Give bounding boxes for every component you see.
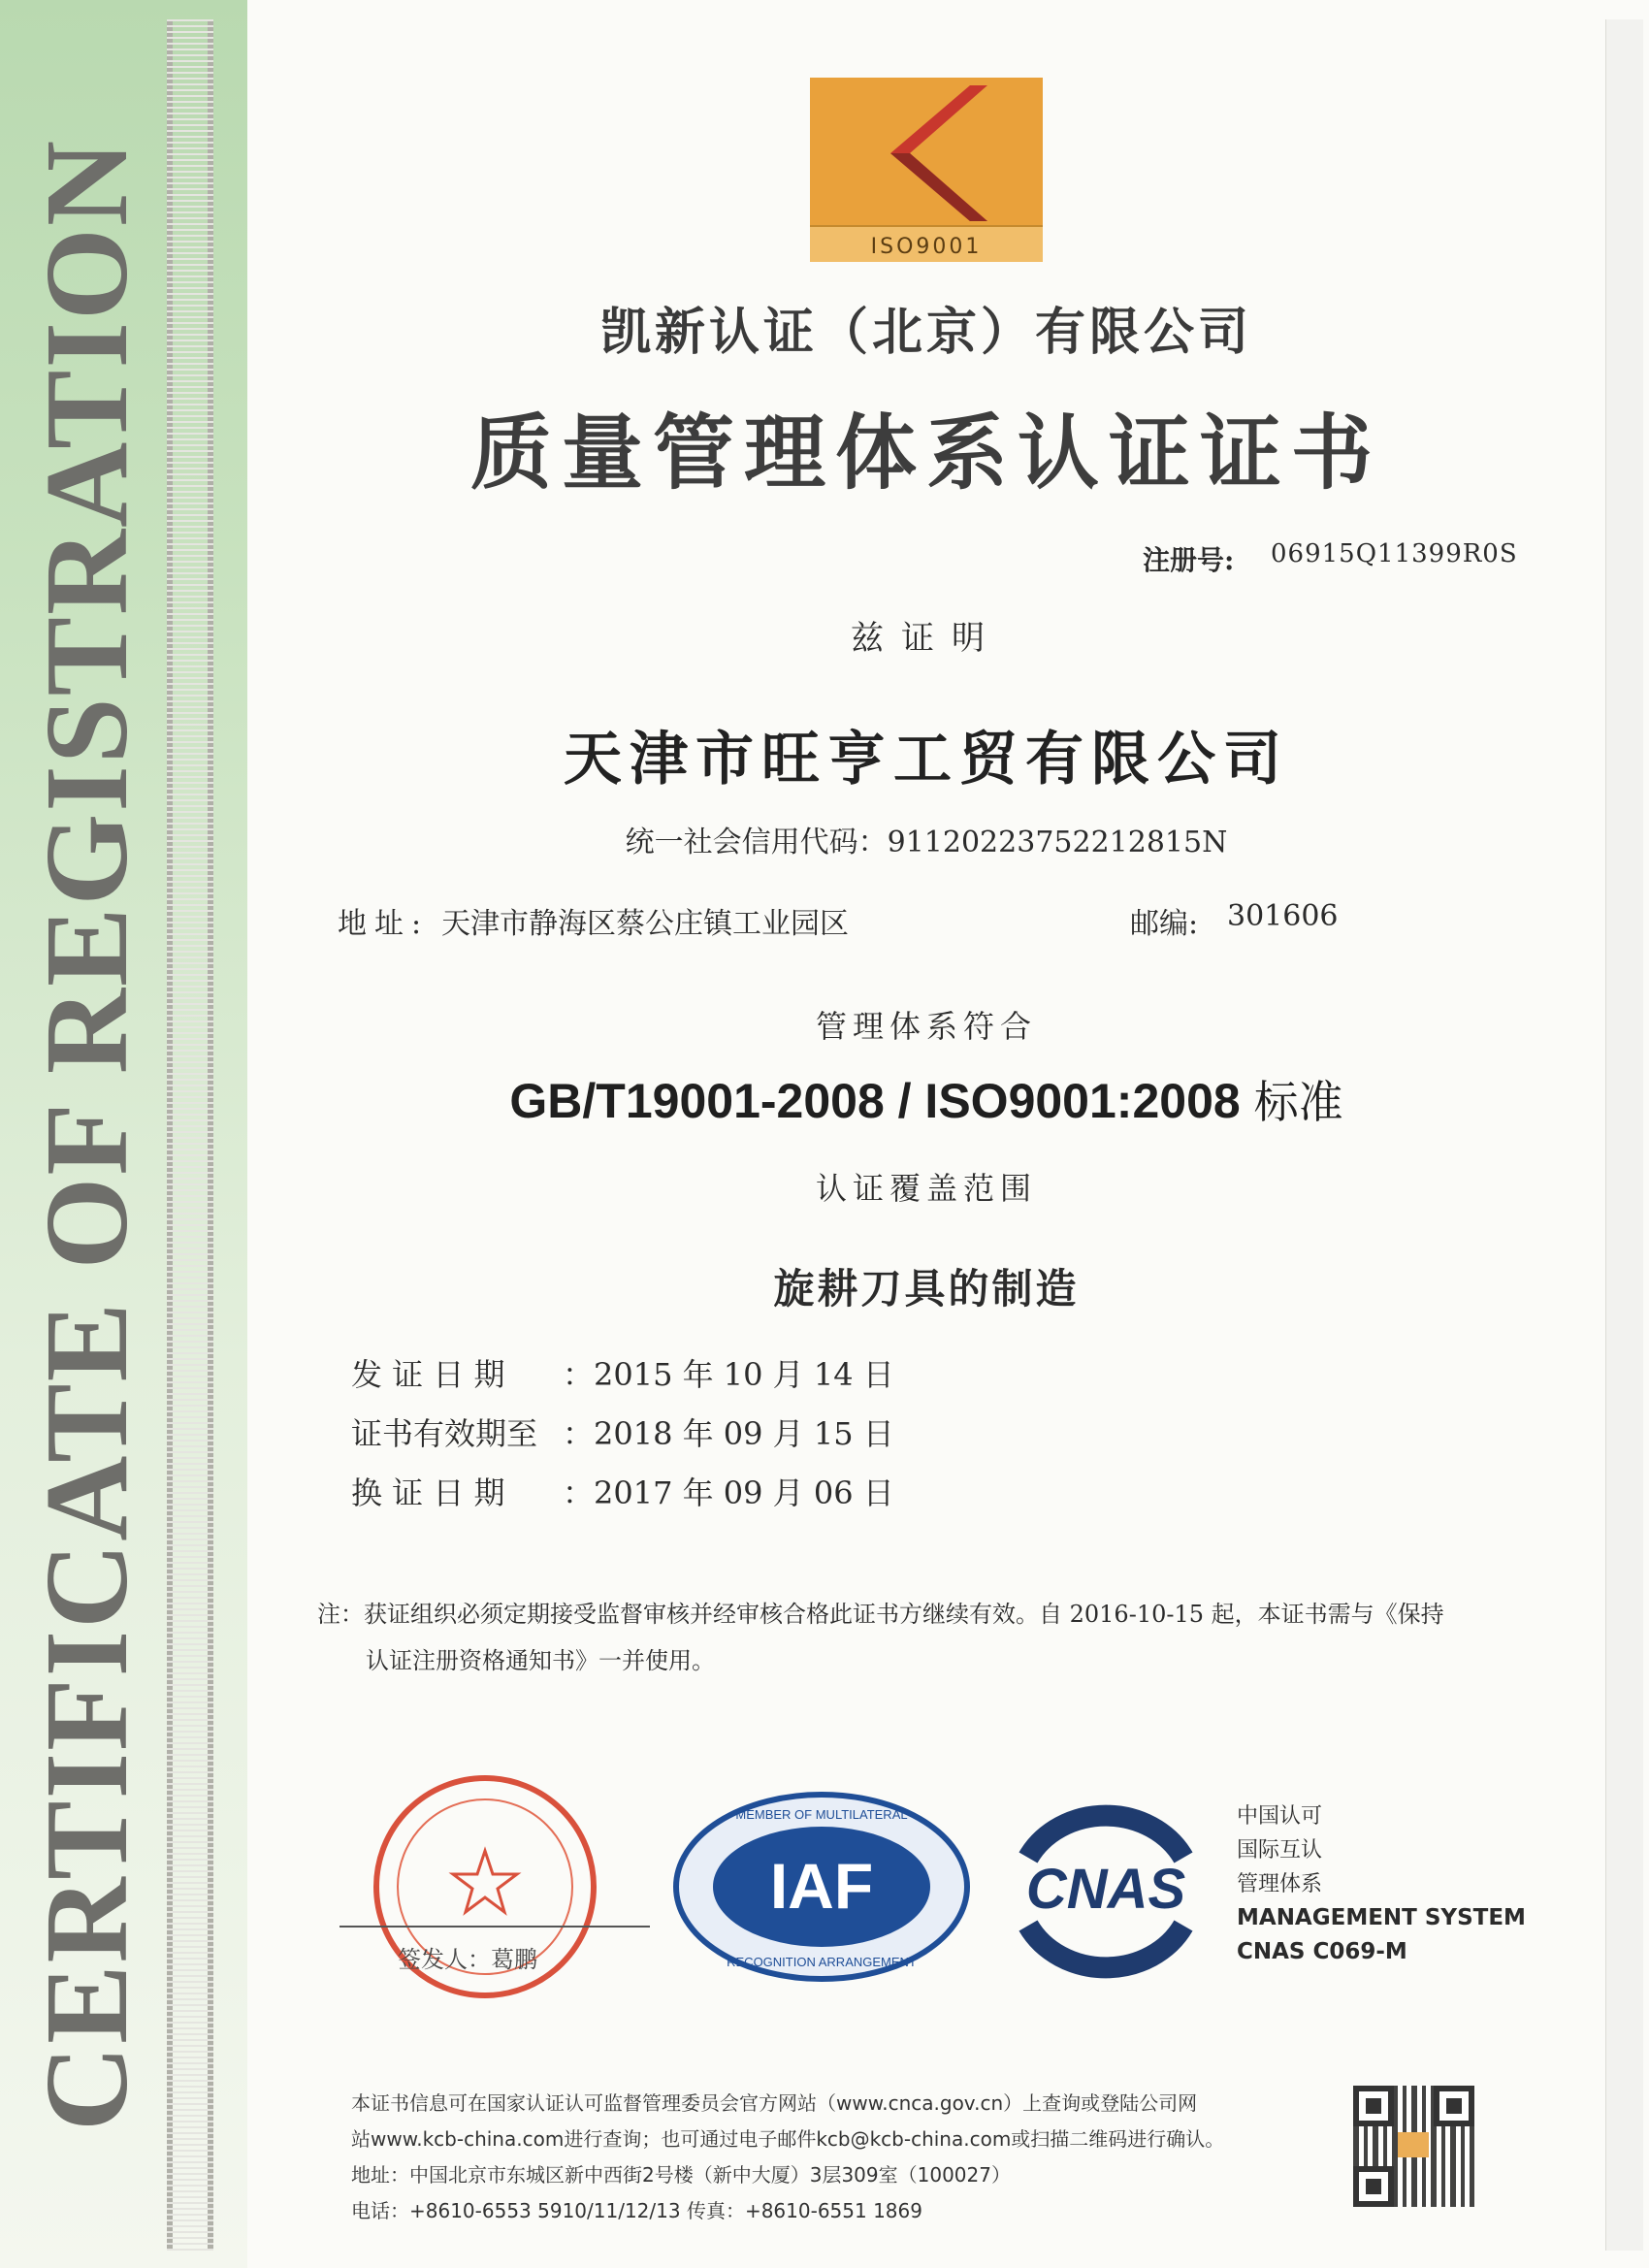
conform-label: 管理体系符合 bbox=[815, 1008, 1037, 1045]
address-value: 天津市静海区蔡公庄镇工业园区 bbox=[441, 907, 849, 941]
qr-finder-icon bbox=[1353, 2166, 1394, 2207]
issue-date-value: ：2015 年 10 月 14 日 bbox=[563, 1356, 894, 1393]
certificate-title: 质量管理体系认证证书 bbox=[469, 405, 1382, 501]
cnas-line-3: 管理体系 bbox=[1237, 1872, 1323, 1896]
issue-date-label: 发 证 日 期 bbox=[351, 1356, 505, 1393]
cnas-code: CNAS C069-M bbox=[1237, 1939, 1407, 1964]
iso-logo bbox=[810, 78, 1043, 262]
qr-finder-icon bbox=[1353, 2086, 1394, 2126]
footer-line-1: 本证书信息可在国家认证认可监督管理委员会官方网站（www.cnca.gov.cn）上查询或登陆公司网 bbox=[351, 2091, 1198, 2115]
postcode-value: 301606 bbox=[1227, 899, 1339, 933]
standard-suffix: 标准 bbox=[1253, 1076, 1343, 1128]
cnas-mark: CNAS bbox=[1025, 1858, 1186, 1921]
cnas-line-1: 中国认可 bbox=[1237, 1804, 1323, 1829]
iaf-center-text: IAF bbox=[769, 1850, 874, 1922]
iaf-logo bbox=[671, 1790, 972, 1984]
footer-line-2: 站www.kcb-china.com进行查询；也可通过电子邮件kcb@kcb-china.com或扫描二维码进行确认。 bbox=[351, 2127, 1225, 2151]
side-ruler-decoration bbox=[167, 19, 213, 2251]
iaf-top-text: MEMBER OF MULTILATERAL bbox=[735, 1807, 908, 1822]
expiry-date-value: ：2018 年 09 月 15 日 bbox=[563, 1415, 894, 1452]
footer-line-3: 地址：中国北京市东城区新中西街2号楼（新中大厦）3层309室（100027） bbox=[351, 2163, 1011, 2187]
qr-finder-icon bbox=[1434, 2086, 1474, 2126]
cnas-line-2: 国际互认 bbox=[1237, 1838, 1323, 1863]
certify-heading: 兹证明 bbox=[851, 619, 1002, 658]
side-banner-text: CERTIFICATE OF REGISTRATION bbox=[21, 139, 152, 2132]
cnas-line-en: MANAGEMENT SYSTEM bbox=[1237, 1905, 1526, 1930]
address-label: 地址: bbox=[338, 907, 430, 941]
registration-label: 注册号: bbox=[1143, 544, 1235, 576]
cnas-text bbox=[1237, 1799, 1526, 1969]
credit-code: 统一社会信用代码：91120223752212815N bbox=[625, 826, 1228, 859]
cnas-logo bbox=[999, 1799, 1212, 1984]
footer bbox=[351, 2086, 1321, 2229]
signer-label: 签发人：葛鹏 bbox=[398, 1946, 537, 1973]
note-line-2: 认证注册资格通知书》一并使用。 bbox=[366, 1647, 715, 1674]
standard bbox=[247, 1067, 1605, 1131]
iaf-bottom-text: RECOGNITION ARRANGEMENT bbox=[727, 1955, 917, 1969]
standard-code: GB/T19001-2008 / ISO9001:2008 bbox=[509, 1074, 1241, 1128]
right-edge-decoration bbox=[1605, 19, 1643, 2251]
signature-line bbox=[340, 1926, 650, 1928]
company-name: 天津市旺亨工贸有限公司 bbox=[564, 726, 1289, 794]
note bbox=[317, 1591, 1501, 1684]
k-mark-icon bbox=[863, 85, 989, 221]
registration-number: 06915Q11399R0S bbox=[1271, 539, 1518, 568]
renewal-date-label: 换 证 日 期 bbox=[351, 1474, 505, 1511]
issuer-name: 凯新认证（北京）有限公司 bbox=[599, 303, 1252, 362]
expiry-date-label: 证书有效期至 bbox=[351, 1415, 538, 1452]
qr-logo-icon bbox=[1398, 2132, 1429, 2157]
scope-label: 认证覆盖范围 bbox=[815, 1170, 1037, 1207]
postcode-label: 邮编: bbox=[1130, 907, 1199, 941]
logo-label: ISO9001 bbox=[870, 235, 983, 259]
qr-code[interactable] bbox=[1353, 2086, 1474, 2207]
note-line-1: 注：获证组织必须定期接受监督审核并经审核合格此证书方继续有效。自 2016-10-15 起，本证书需与《保持 bbox=[317, 1601, 1444, 1628]
footer-line-4: 电话：+8610-6553 5910/11/12/13 传真：+8610-6551 1869 bbox=[351, 2199, 922, 2222]
scope-value: 旋耕刀具的制造 bbox=[773, 1265, 1080, 1312]
renewal-date-value: ：2017 年 09 月 06 日 bbox=[563, 1474, 894, 1511]
